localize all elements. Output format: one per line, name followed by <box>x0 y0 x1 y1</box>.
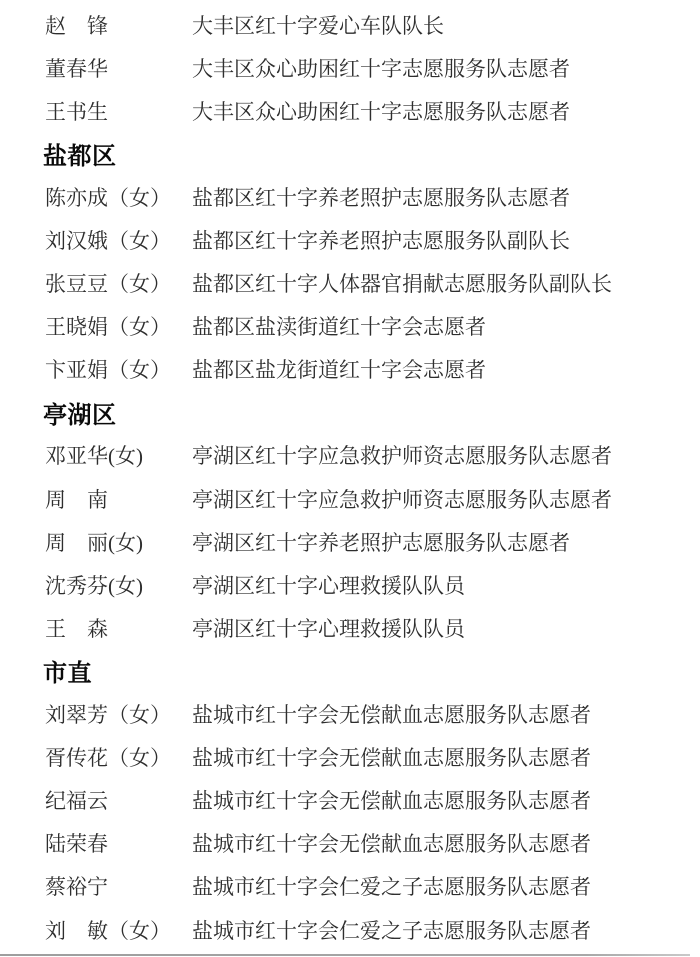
list-row <box>0 434 700 477</box>
person-name: 王 森 <box>45 616 108 641</box>
person-name: 刘 敏（女） <box>45 918 171 943</box>
person-role: 盐城市红十字会无偿献血志愿服务队志愿者 <box>192 703 591 728</box>
person-role: 大丰区红十字爱心车队队长 <box>192 13 444 38</box>
section-header-label: 市直 <box>43 660 92 688</box>
list-row <box>0 477 700 520</box>
person-role: 盐城市红十字会无偿献血志愿服务队志愿者 <box>192 746 591 771</box>
section-header <box>0 132 700 175</box>
person-name: 王晓娟（女） <box>45 315 171 340</box>
person-name: 周 南 <box>45 487 108 512</box>
person-role: 亭湖区红十字应急救护师资志愿服务队志愿者 <box>192 487 612 512</box>
list-row <box>0 606 700 649</box>
person-role: 盐都区盐渎街道红十字会志愿者 <box>192 315 486 340</box>
volunteer-list <box>0 3 700 951</box>
list-row <box>0 175 700 218</box>
list-row <box>0 822 700 865</box>
person-name: 蔡裕宁 <box>45 875 108 900</box>
section-header-label: 亭湖区 <box>43 401 117 429</box>
person-name: 刘汉娥（女） <box>45 229 171 254</box>
list-row <box>0 865 700 908</box>
person-name: 张豆豆（女） <box>45 272 171 297</box>
list-row <box>0 348 700 391</box>
list-row <box>0 3 700 46</box>
list-row <box>0 262 700 305</box>
person-role: 亭湖区红十字心理救援队队员 <box>192 616 465 641</box>
section-header <box>0 391 700 434</box>
person-name: 赵 锋 <box>45 13 108 38</box>
list-row <box>0 736 700 779</box>
person-role: 亭湖区红十字养老照护志愿服务队志愿者 <box>192 530 570 555</box>
person-name: 周 丽(女) <box>45 530 143 555</box>
person-name: 陆荣春 <box>45 832 108 857</box>
person-name: 卞亚娟（女） <box>45 358 171 383</box>
page-bottom-edge <box>0 954 690 956</box>
person-role: 盐城市红十字会无偿献血志愿服务队志愿者 <box>192 832 591 857</box>
person-role: 盐城市红十字会无偿献血志愿服务队志愿者 <box>192 789 591 814</box>
person-name: 邓亚华(女) <box>45 444 143 469</box>
list-row <box>0 520 700 563</box>
person-name: 胥传花（女） <box>45 746 171 771</box>
person-role: 大丰区众心助困红十字志愿服务队志愿者 <box>192 99 570 124</box>
section-header <box>0 649 700 692</box>
list-row <box>0 563 700 606</box>
list-row <box>0 46 700 89</box>
list-row <box>0 779 700 822</box>
list-row <box>0 218 700 261</box>
list-row <box>0 89 700 132</box>
person-role: 盐城市红十字会仁爱之子志愿服务队志愿者 <box>192 875 591 900</box>
person-role: 亭湖区红十字应急救护师资志愿服务队志愿者 <box>192 444 612 469</box>
person-role: 盐城市红十字会仁爱之子志愿服务队志愿者 <box>192 918 591 943</box>
person-role: 盐都区红十字人体器官捐献志愿服务队副队长 <box>192 272 612 297</box>
section-header-label: 盐都区 <box>43 143 117 171</box>
list-row <box>0 908 700 951</box>
person-name: 刘翠芳（女） <box>45 703 171 728</box>
person-name: 沈秀芬(女) <box>45 573 143 598</box>
person-role: 盐都区红十字养老照护志愿服务队志愿者 <box>192 185 570 210</box>
list-row <box>0 305 700 348</box>
person-name: 董春华 <box>45 56 108 81</box>
person-role: 亭湖区红十字心理救援队队员 <box>192 573 465 598</box>
person-role: 盐都区红十字养老照护志愿服务队副队长 <box>192 229 570 254</box>
person-role: 大丰区众心助困红十字志愿服务队志愿者 <box>192 56 570 81</box>
person-name: 王书生 <box>45 99 108 124</box>
list-row <box>0 693 700 736</box>
person-name: 陈亦成（女） <box>45 185 171 210</box>
person-role: 盐都区盐龙街道红十字会志愿者 <box>192 358 486 383</box>
person-name: 纪福云 <box>45 789 108 814</box>
